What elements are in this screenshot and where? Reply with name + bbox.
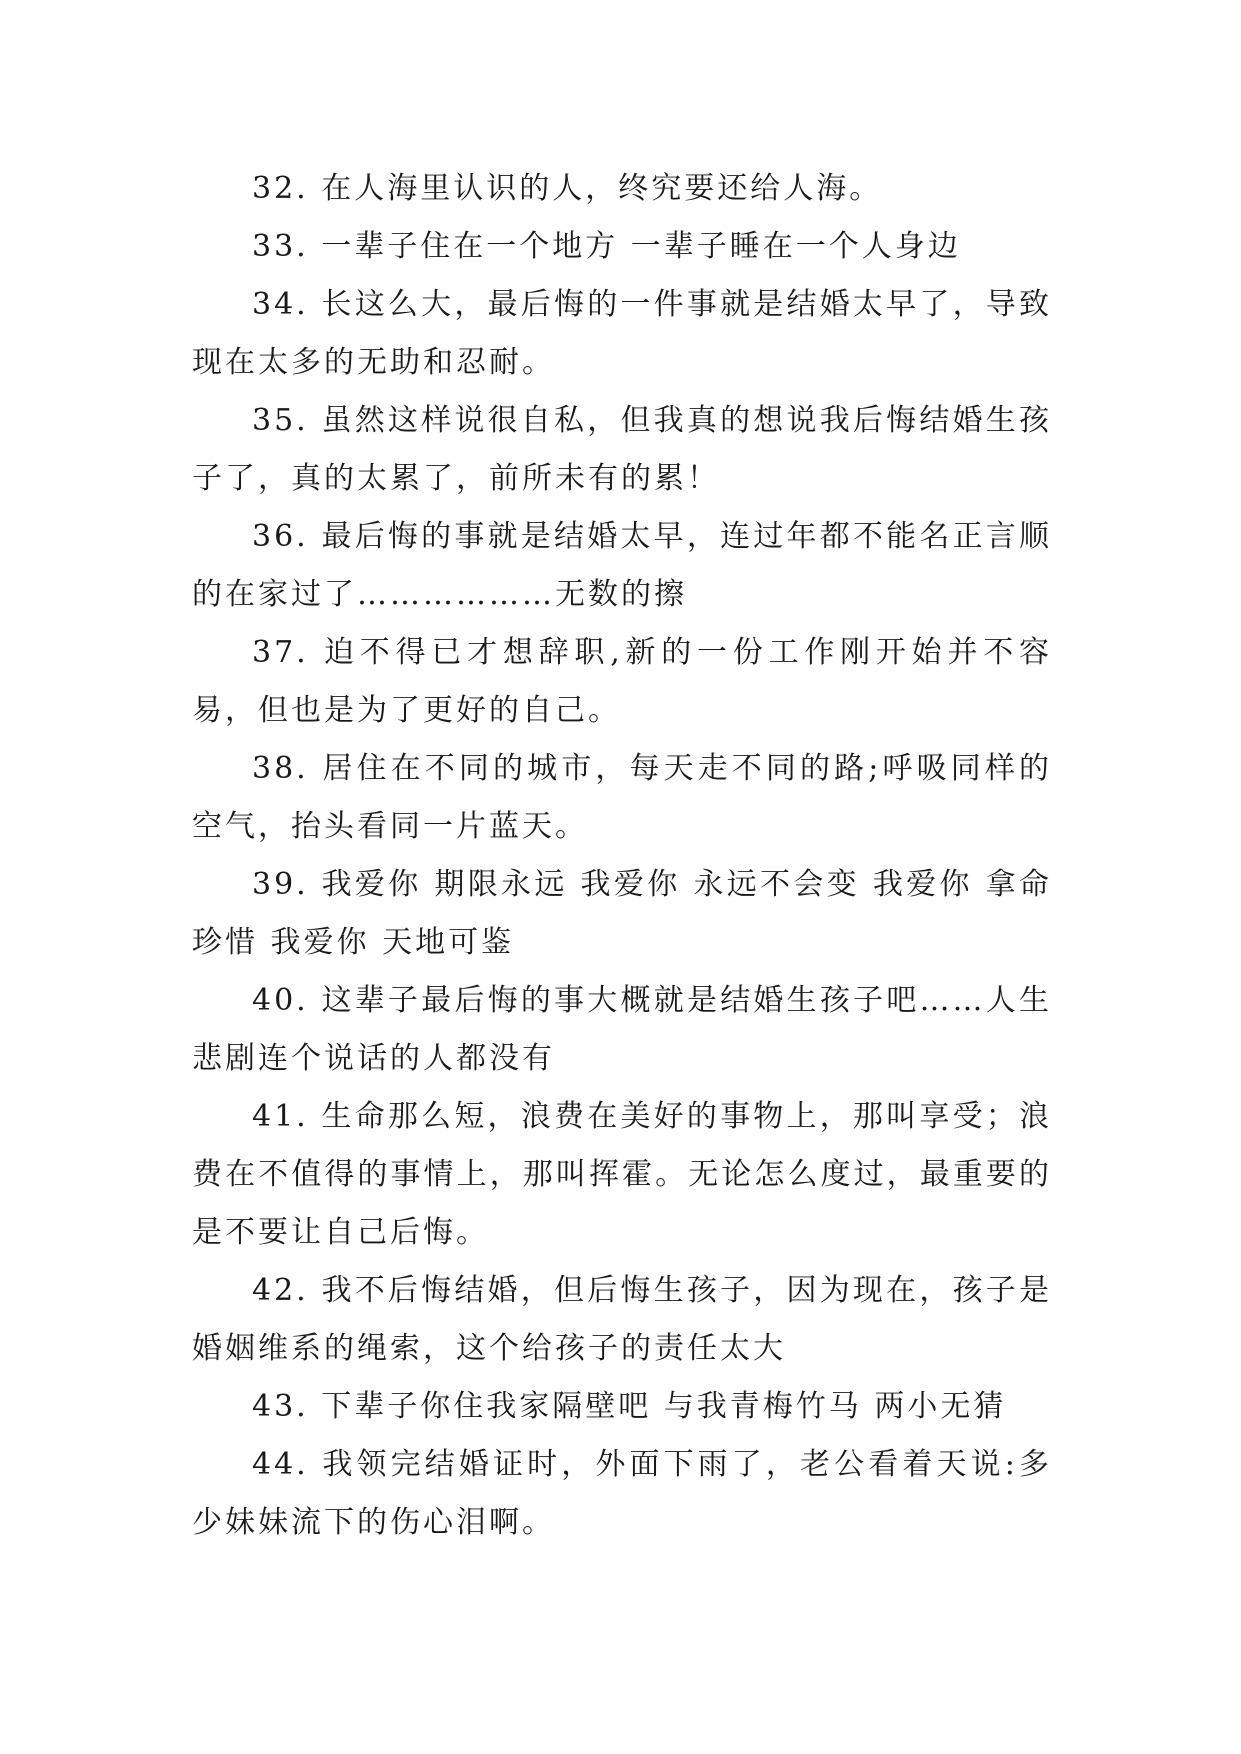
list-item-44 (192, 1436, 1052, 1552)
item-text: 我爱你 期限永远 我爱你 永远不会变 我爱你 拿命珍惜 我爱你 天地可鉴 (192, 867, 1052, 960)
item-number: 37. (252, 635, 309, 670)
item-text: 虽然这样说很自私，但我真的想说我后悔结婚生孩子了，真的太累了，前所未有的累！ (192, 403, 1053, 496)
item-number: 41. (252, 1099, 309, 1134)
item-text: 下辈子你住我家隔壁吧 与我青梅竹马 两小无猜 (321, 1389, 1007, 1424)
item-text: 在人海里认识的人，终究要还给人海。 (321, 171, 883, 206)
list-item-36 (192, 508, 1052, 624)
item-text: 一辈子住在一个地方 一辈子睡在一个人身边 (321, 229, 961, 264)
item-number: 40. (252, 983, 309, 1018)
list-item-40 (192, 972, 1052, 1088)
list-item-38 (192, 740, 1052, 856)
document-body (192, 160, 1052, 1552)
item-number: 32. (252, 171, 309, 206)
list-item-43 (192, 1378, 1052, 1436)
item-number: 38. (252, 751, 309, 786)
list-item-42 (192, 1262, 1052, 1378)
item-number: 43. (252, 1389, 309, 1424)
list-item-39 (192, 856, 1052, 972)
list-item-41 (192, 1088, 1052, 1262)
item-number: 35. (252, 403, 309, 438)
item-text: 生命那么短，浪费在美好的事物上，那叫享受；浪费在不值得的事情上，那叫挥霍。无论怎么度过，最重要的是不要让自己后悔。 (192, 1099, 1053, 1250)
item-text: 长这么大，最后悔的一件事就是结婚太早了，导致现在太多的无助和忍耐。 (192, 287, 1053, 380)
item-number: 44. (252, 1447, 309, 1482)
list-item-33 (192, 218, 1052, 276)
item-text: 我不后悔结婚，但后悔生孩子，因为现在，孩子是婚姻维系的绳索，这个给孩子的责任太大 (192, 1273, 1053, 1366)
list-item-32 (192, 160, 1052, 218)
item-text: 最后悔的事就是结婚太早，连过年都不能名正言顺的在家过了………………无数的擦 (192, 519, 1053, 612)
list-item-35 (192, 392, 1052, 508)
item-number: 36. (252, 519, 309, 554)
list-item-37 (192, 624, 1052, 740)
item-text: 居住在不同的城市，每天走不同的路;呼吸同样的空气，抬头看同一片蓝天。 (192, 751, 1052, 844)
item-text: 迫不得已才想辞职,新的一份工作刚开始并不容易，但也是为了更好的自己。 (192, 635, 1052, 728)
item-text: 我领完结婚证时，外面下雨了，老公看着天说:多少妹妹流下的伤心泪啊。 (192, 1447, 1052, 1540)
item-number: 39. (252, 867, 309, 902)
list-item-34 (192, 276, 1052, 392)
item-number: 34. (252, 287, 309, 322)
item-number: 33. (252, 229, 309, 264)
item-text: 这辈子最后悔的事大概就是结婚生孩子吧……人生悲剧连个说话的人都没有 (192, 983, 1052, 1076)
item-number: 42. (252, 1273, 309, 1308)
